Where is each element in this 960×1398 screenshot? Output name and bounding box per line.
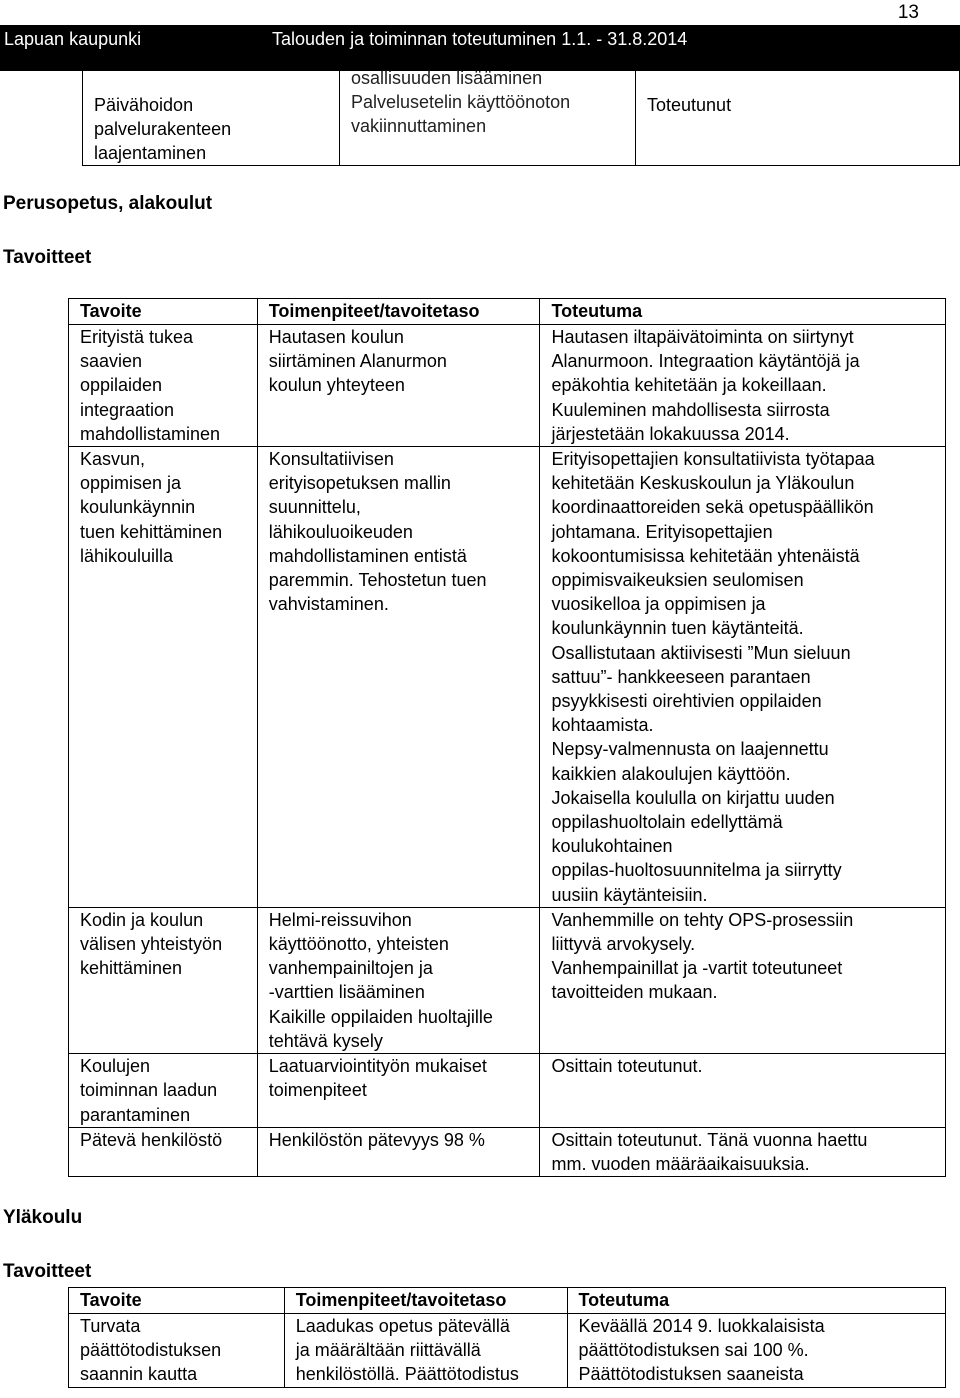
cell-text-line: Konsultatiivisen: [268, 449, 394, 470]
cell-text-line: Henkilöstön pätevyys 98 %: [268, 1129, 485, 1150]
cell-text-line: koulunkäynnin tuen käytänteitä.: [551, 618, 804, 639]
cell-text-line: -varttien lisääminen: [268, 982, 425, 1003]
cell-text-line: toiminnan laadun: [80, 1080, 218, 1101]
continued-actions-cell: [339, 65, 635, 165]
cell-text-line: Pätevä henkilöstö: [80, 1129, 223, 1150]
cell-goal: [69, 1314, 285, 1388]
cell-text-line: siirtäminen Alanurmon: [268, 351, 447, 372]
continued-table-row: [82, 64, 960, 166]
cell-outcome: [540, 1127, 946, 1176]
cell-text-line: vakiinnuttaminen: [351, 116, 487, 136]
cell-text-line: koulunkäynnin: [80, 497, 196, 518]
cell-actions: [257, 447, 540, 908]
cell-text-line: kehittäminen: [80, 958, 183, 979]
organization-name: Lapuan kaupunki: [4, 29, 142, 49]
cell-text-line: Jokaisella koululla on kirjattu uuden: [551, 787, 835, 808]
cell-text-line: Koulujen: [80, 1056, 151, 1077]
cell-text-line: psyykkisesti oirehtivien oppilaiden: [551, 691, 822, 712]
cell-text-line: uusiin käytänteisiin.: [551, 884, 708, 905]
cell-text-line: lähikouluilla: [80, 545, 174, 566]
cell-text-line: Alanurmoon. Integraation käytäntöjä ja: [551, 351, 860, 372]
cell-text-line: Laatuarviointityön mukaiset: [268, 1056, 487, 1077]
cell-actions: [257, 1127, 540, 1176]
cell-text-line: Laadukas opetus pätevällä: [295, 1316, 510, 1336]
cell-text-line: Vanhemmille on tehty OPS-prosessiin: [551, 909, 854, 930]
cell-text-line: tavoitteiden mukaan.: [551, 982, 718, 1003]
cell-goal: [69, 325, 258, 447]
column-header-toteutuma: Toteutuma: [567, 1288, 946, 1314]
table-header-row: [69, 299, 946, 325]
cell-text-line: erityisopetuksen mallin: [268, 473, 451, 494]
cell-text-line: järjestetään lokakuussa 2014.: [551, 423, 790, 444]
cell-text-line: Hautasen iltapäivätoiminta on siirtynyt: [551, 327, 854, 347]
section-title-perusopetus: Perusopetus, alakoulut: [3, 193, 213, 214]
cell-text-line: käyttöönotto, yhteisten: [268, 934, 449, 955]
cell-text-line: paremmin. Tehostetun tuen: [268, 570, 487, 591]
cell-text-line: integraation: [80, 399, 175, 420]
column-header-tavoite: Tavoite: [69, 1288, 285, 1314]
column-header-toimenpiteet: Toimenpiteet/tavoitetaso: [257, 299, 540, 325]
cell-text-line: oppimisen ja: [80, 473, 182, 494]
cell-goal: [69, 907, 258, 1053]
cell-text-line: Toteutunut: [647, 95, 732, 115]
page-number: 13: [897, 2, 919, 23]
cell-text-line: Helmi-reissuvihon: [268, 909, 412, 930]
cell-text-line: ja määrältään riittävällä: [295, 1340, 481, 1361]
cell-text-line: Kuuleminen mahdollisesta siirrosta: [551, 399, 830, 420]
cell-text-line: koordinaattoreiden sekä opetuspäällikön: [551, 497, 874, 518]
section-subtitle-tavoitteet-2: Tavoitteet: [3, 1261, 92, 1282]
table-header-row: [69, 1288, 946, 1314]
cell-text-line: kaikkien alakoulujen käyttöön.: [551, 763, 791, 784]
cell-text-line: oppilaiden: [80, 375, 163, 396]
cell-text-line: vahvistaminen.: [268, 594, 389, 615]
table-row: [69, 447, 946, 908]
cell-text-line: vanhempainiltojen ja: [268, 958, 433, 979]
table-row: [69, 325, 946, 447]
table-row: [69, 1054, 946, 1128]
cell-text-line: Päivähoidon: [94, 95, 194, 115]
cell-text-line: epäkohtia kehitetään ja kokeillaan.: [551, 375, 827, 396]
cell-text-line: Osittain toteutunut.: [551, 1056, 703, 1077]
section-title-ylakoulu: Yläkoulu: [3, 1207, 83, 1228]
table-row: [69, 1127, 946, 1176]
cell-text-line: Erityisopettajien konsultatiivista työtapaa: [551, 449, 875, 470]
cell-text-line: Kaikille oppilaiden huoltajille: [268, 1006, 493, 1027]
cell-text-line: oppilashuoltolain edellyttämä: [551, 812, 783, 833]
cell-text-line: vuosikelloa ja oppimisen ja: [551, 594, 766, 615]
cell-text-line: toimenpiteet: [268, 1080, 367, 1101]
cell-text-line: Päättötodistuksen saaneista: [578, 1364, 804, 1385]
cell-goal: [69, 447, 258, 908]
table-row: [69, 1314, 946, 1388]
cell-text-line: mahdollistaminen entistä: [268, 545, 467, 566]
cell-outcome: [567, 1314, 946, 1388]
report-title: Talouden ja toiminnan toteutuminen 1.1. - 31.8.2014: [272, 29, 688, 49]
cell-actions: [257, 907, 540, 1053]
cell-text-line: Erityistä tukea: [80, 327, 194, 347]
cell-text-line: mm. vuoden määräaikaisuuksia.: [551, 1153, 810, 1174]
column-header-toteutuma: Toteutuma: [540, 299, 946, 325]
cell-text-line: oppimisvaikeuksien seulomisen: [551, 570, 804, 591]
cell-text-line: päättötodistuksen sai 100 %.: [578, 1340, 809, 1361]
table-row: [69, 907, 946, 1053]
cell-text-line: Keväällä 2014 9. luokkalaisista: [578, 1316, 825, 1336]
cell-text-line: palvelurakenteen: [94, 119, 232, 139]
cell-text-line: Kasvun,: [80, 449, 146, 470]
cell-text-line: Turvata: [80, 1316, 141, 1336]
cell-goal: [69, 1127, 258, 1176]
cell-text-line: mahdollistaminen: [80, 423, 221, 444]
cell-outcome: [540, 325, 946, 447]
cell-actions: [257, 1054, 540, 1128]
cell-text-line: henkilöstöllä. Päättötodistus: [295, 1364, 519, 1385]
cell-text-line: koulun yhteyteen: [268, 375, 405, 396]
cell-text-line: päättötodistuksen: [80, 1340, 222, 1361]
cell-text-line: parantaminen: [80, 1104, 191, 1125]
section-subtitle-tavoitteet: Tavoitteet: [3, 247, 92, 268]
cell-text-line: Vanhempainillat ja -vartit toteutuneet: [551, 958, 843, 979]
column-header-tavoite: Tavoite: [69, 299, 258, 325]
cell-text-line: Kodin ja koulun: [80, 909, 204, 930]
cell-text-line: osallisuuden lisääminen: [351, 68, 543, 88]
cell-outcome: [540, 1054, 946, 1128]
goals-table-alakoulut: [68, 298, 946, 1177]
cell-outcome: [540, 447, 946, 908]
cell-text-line: Hautasen koulun: [268, 327, 404, 347]
cell-text-line: oppilas-huoltosuunnitelma ja siirrytty: [551, 860, 842, 881]
cell-text-line: kehitetään Keskuskoulun ja Yläkoulun: [551, 473, 855, 494]
cell-outcome: [540, 907, 946, 1053]
cell-actions: [284, 1314, 567, 1388]
column-header-toimenpiteet: Toimenpiteet/tavoitetaso: [284, 1288, 567, 1314]
cell-text-line: sattuu”- hankkeeseen parantaen: [551, 666, 811, 687]
cell-text-line: kohtaamista.: [551, 715, 654, 736]
cell-text-line: liittyvä arvokysely.: [551, 934, 696, 955]
cell-text-line: johtamana. Erityisopettajien: [551, 521, 773, 542]
cell-text-line: suunnittelu,: [268, 497, 361, 518]
cell-text-line: koulukohtainen: [551, 836, 673, 857]
cell-text-line: tuen kehittäminen: [80, 521, 223, 542]
cell-text-line: Nepsy-valmennusta on laajennettu: [551, 739, 829, 760]
continued-outcome-cell: [635, 65, 959, 165]
cell-text-line: kokoontumisissa kehitetään yhtenäistä: [551, 545, 860, 566]
cell-text-line: Osallistutaan aktiivisesti ”Mun sieluun: [551, 642, 851, 663]
cell-text-line: tehtävä kysely: [268, 1030, 383, 1051]
cell-text-line: saannin kautta: [80, 1364, 198, 1385]
continued-goal-cell: [83, 65, 339, 165]
cell-text-line: laajentaminen: [94, 143, 207, 163]
cell-actions: [257, 325, 540, 447]
cell-text-line: saavien: [80, 351, 143, 372]
cell-text-line: Palvelusetelin käyttöönoton: [351, 92, 571, 112]
cell-text-line: välisen yhteistyön: [80, 934, 223, 955]
cell-goal: [69, 1054, 258, 1128]
goals-table-ylakoulu: [68, 1287, 946, 1388]
cell-text-line: Osittain toteutunut. Tänä vuonna haettu: [551, 1129, 868, 1150]
cell-text-line: lähikouluoikeuden: [268, 521, 413, 542]
